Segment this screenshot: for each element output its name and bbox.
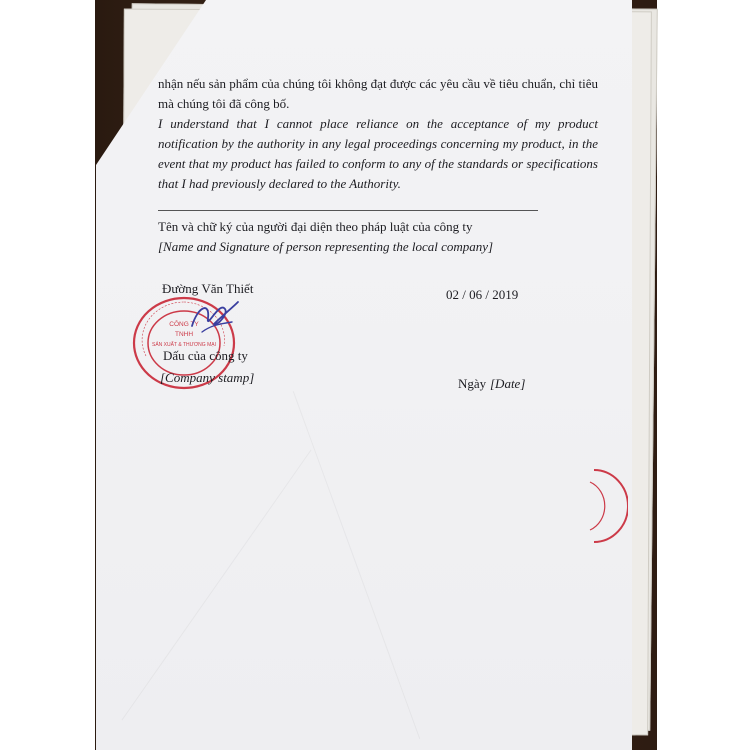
signature-label-vietnamese: Tên và chữ ký của người đại diện theo pháp luật của công ty <box>158 219 473 234</box>
date-label-vietnamese: Ngày <box>458 376 487 391</box>
signer-name: Đường Văn Thiết <box>162 281 254 296</box>
signature-date: 02 / 06 / 2019 <box>446 287 519 302</box>
stamp-line3: SẢN XUẤT & THƯƠNG MẠI <box>152 342 216 348</box>
stamp-label-vietnamese: Dấu của công ty <box>163 348 248 363</box>
stamp-line1: CÔNG TY <box>169 321 199 328</box>
handwritten-signature <box>188 296 242 336</box>
paper-crease <box>293 391 420 739</box>
signature-label-english: [Name and Signature of person representing the local company] <box>158 239 494 254</box>
partial-stamp-seal <box>588 468 628 544</box>
signature-divider-line <box>158 210 538 211</box>
stamp-line2: TNHH <box>174 331 194 338</box>
date-label-english: [Date] <box>490 376 526 391</box>
stamp-label-english: [Company stamp] <box>160 370 255 385</box>
paper-crease <box>121 450 311 721</box>
vietnamese-paragraph-end: nhận nếu sản phẩm của chúng tôi không đạt được các yêu cầu về tiêu chuẩn, chỉ tiêu mà chúng tôi đã công bố. <box>158 76 598 111</box>
english-declaration-paragraph: I understand that I cannot place reliance on the acceptance of my product notification by the authority in any legal proceedings concerning my product, in the event that my product has failed to conform to any of the standards or specifications that I had previously declared to the Authority. <box>158 116 598 191</box>
